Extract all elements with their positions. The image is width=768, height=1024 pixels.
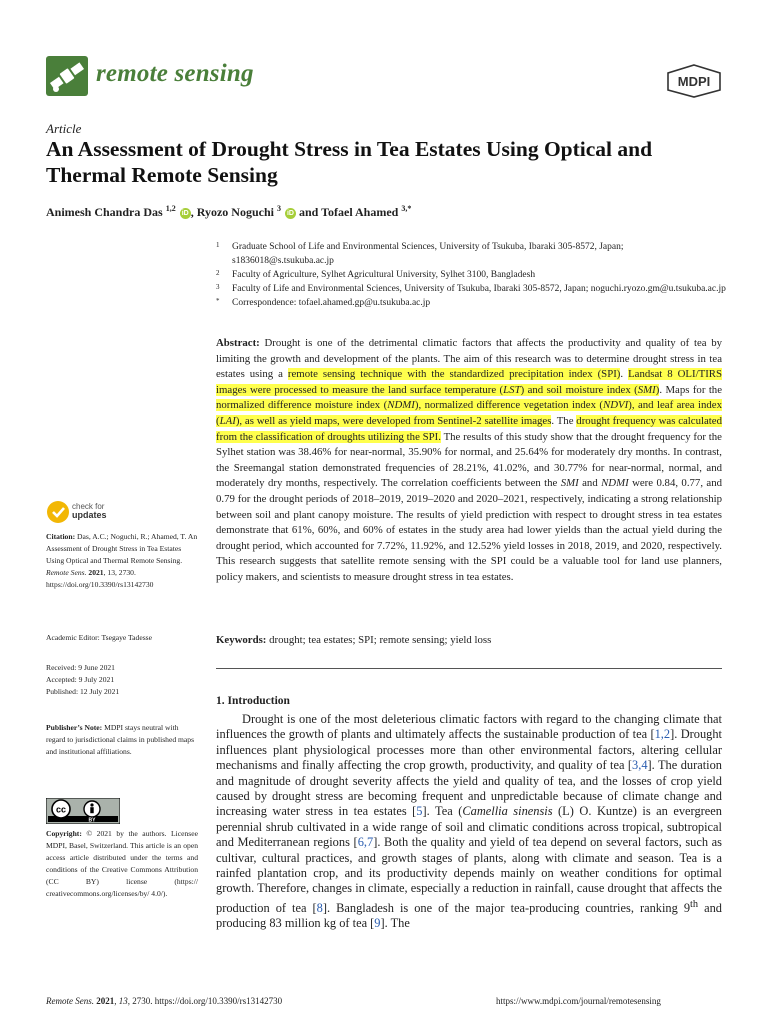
footer-journal-url[interactable]: https://www.mdpi.com/journal/remotesensing — [496, 996, 661, 1006]
author-affil-sup: 1,2 — [165, 204, 176, 213]
author-affil-sup: 3 — [276, 204, 281, 213]
citation-link[interactable]: 1,2 — [654, 727, 671, 742]
citation-link[interactable]: 5 — [416, 804, 423, 819]
citation-link[interactable]: 6,7 — [357, 835, 374, 850]
copyright-block: Copyright: © 2021 by the authors. Licensee MDPI, Basel, Switzerland. This article is an open access article distributed under the terms and conditions of the Creative Commons Attribution (CC BY) license (https:// creativecommons.org/licenses/by/ 4.0/). — [46, 829, 198, 898]
affiliation-item: 3 Faculty of Life and Environmental Sciences, University of Tsukuba, Ibaraki 305-8572, Japan; noguchi.ryozo.gm@u.tsukuba.ac.jp — [216, 283, 726, 294]
mdpi-logo — [666, 64, 722, 98]
check-updates-icon — [46, 500, 70, 524]
affiliation-item: 1 Graduate School of Life and Environmental Sciences, University of Tsukuba, Ibaraki 305-8572, Japan; s1836018@s.tsukuba.ac.jp — [216, 241, 624, 266]
author-name[interactable]: Tofael Ahamed — [321, 205, 399, 219]
author-name[interactable]: Animesh Chandra Das — [46, 205, 163, 219]
affiliation-item: * Correspondence: tofael.ahamed.gp@u.tsukuba.ac.jp — [216, 297, 431, 308]
citation-block: Citation: Das, A.C.; Noguchi, R.; Ahamed, T. An Assessment of Drought Stress in Tea Estates Using Optical and Thermal Remote Sensing. Remote Sens. 2021, 13, 2730. https://doi.org/10.3390/rs13142730 — [46, 532, 198, 589]
keywords: Keywords: drought; tea estates; SPI; remote sensing; yield loss — [216, 634, 492, 646]
cc-by-license-icon[interactable] — [46, 798, 120, 824]
abstract-label: Abstract: — [216, 337, 260, 349]
citation-link[interactable]: 3,4 — [632, 758, 648, 773]
section-heading: 1. Introduction — [216, 695, 290, 707]
introduction-text: Drought is one of the most deleterious climatic factors with regard to the changing climate that influences the growth of plants and ultimately affects the sustainable production of tea [1,2]. Drought influences plant physiological processes more than other environmental factors, altering cellular mechanisms and finally affecting the crop growth, productivity, and quality of tea [3,4]. The duration and magnitude of drought severity affects the yield and quality of tea, and the losses of crop yield caused by drought stress are becoming frequent and unpredictable because of climate change and increasing water stress in tea estates [5]. Tea (Camellia sinensis (L) O. Kuntze) is an evergreen perennial shrub cultivated in a wide range of soil and climatic conditions across tropical, subtropical and Mediterranean regions [6,7]. Both the quality and yield of tea depend on several factors, such as cultivar, cultural practices, and growth stages of plants, along with climate and season. Tea is a rainfed plantation crop, and its productivity depends mainly on weather conditions for optimal growth. Therefore, changes in climate, especially a reduction in rainfall, cause drought that affects the production of tea [8]. Bangladesh is one of the major tea-producing countries, ranking 9th and producing 83 million kg of tea [9]. The — [216, 712, 723, 931]
orcid-icon[interactable]: iD — [286, 209, 294, 217]
author-affil-sup: 3,* — [401, 204, 412, 213]
highlight: Landsat 8 OLI/TIRS images were processed to measure the land surface temperature (LST) and soil moisture index (SMI) — [216, 368, 722, 396]
highlight: drought frequency was calculated from the classification of droughts utilizing the SPI. — [216, 414, 722, 443]
affiliation-item: 2 Faculty of Agriculture, Sylhet Agricultural University, Sylhet 3100, Bangladesh — [216, 269, 536, 280]
svg-text:cc: cc — [55, 804, 67, 815]
divider — [216, 668, 722, 669]
journal-name: remote sensing — [96, 60, 254, 87]
academic-editor: Academic Editor: Tsegaye Tadesse — [46, 633, 152, 642]
satellite-logo-icon — [46, 56, 88, 96]
abstract: Abstract: Drought is one of the detrimental climatic factors that affects the productivity and quality of tea by limiting the growth and development of the plants. The aim of this research was to determine drought stress in tea estates using a remote sensing technique with the standardized precipitation index (SPI). Landsat 8 OLI/TIRS images were processed to measure the land surface temperature (LST) and soil moisture index (SMI). Maps for the normalized difference moisture index (NDMI), normalized difference vegetation index (NDVI), and leaf area index (LAI), as well as yield maps, were developed from Sentinel-2 satellite images. The drought frequency was calculated from the classification of droughts utilizing the SPI. The results of this study show that the drought frequency for the Sylhet station was 38.46% for near-normal, 35.90% for normal, and 25.64% for moderately dry months. In contrast, the Sreemangal station demonstrated frequencies of 28.21%, 41.02%, and 30.77% for near-normal, normal, and moderately dry months, respectively. The correlation coefficients between the SMI and NDMI were 0.84, 0.77, and 0.79 for the drought periods of 2018–2019, 2019–2020 and 2020–2021, respectively, indicating a strong relationship between soil and plant canopy moisture. The results of yield prediction with respect to drought stress in tea estates demonstrate that 61%, 60%, and 60% of estates in the study area had lower yields than the actual yield during the drought period, which accounted for 7.72%, 11.92%, and 12.52% yield losses in 2018, 2019, and 2020, respectively. This research suggests that satellite remote sensing with the SPI could be a valuable tool for land use planners, policy makers, and scientists to measure drought stress in tea estates. — [216, 337, 723, 583]
publisher-note: Publisher’s Note: MDPI stays neutral with regard to jurisdictional claims in published maps and institutional affiliations. — [46, 723, 195, 756]
highlight: remote sensing technique with the standardized precipitation index (SPI) — [287, 368, 621, 381]
author-list: Animesh Chandra Das $^{1,2}$ iD , Ryozo Noguchi $^3$ iD and Tofael Ahamed $^{3,*}$ — [46, 204, 412, 219]
citation-link[interactable]: 8 — [316, 901, 323, 915]
footer-citation: Remote Sens. 2021, 13, 2730. https://doi.org/10.3390/rs13142730 — [46, 996, 283, 1006]
svg-text:BY: BY — [88, 817, 96, 824]
article-title: An Assessment of Drought Stress in Tea Estates Using Optical and Thermal Remote Sensing — [46, 137, 653, 187]
highlight: normalized difference moisture index (NDMI), normalized difference vegetation index (NDVI), and leaf area index (LAI), as well as yield maps, were developed from Sentinel-2 satellite images — [216, 399, 722, 427]
author-name[interactable]: Ryozo Noguchi — [196, 205, 274, 219]
check-for-updates-button[interactable]: check for updates — [46, 500, 166, 524]
article-type: Article — [46, 121, 82, 136]
svg-text:MDPI: MDPI — [677, 74, 711, 89]
citation-link[interactable]: 9 — [374, 916, 381, 931]
dates-block: Received: 9 June 2021 Accepted: 9 July 2021 Published: 12 July 2021 — [46, 663, 120, 696]
affiliations — [216, 240, 726, 310]
orcid-icon[interactable]: iD — [181, 209, 189, 217]
